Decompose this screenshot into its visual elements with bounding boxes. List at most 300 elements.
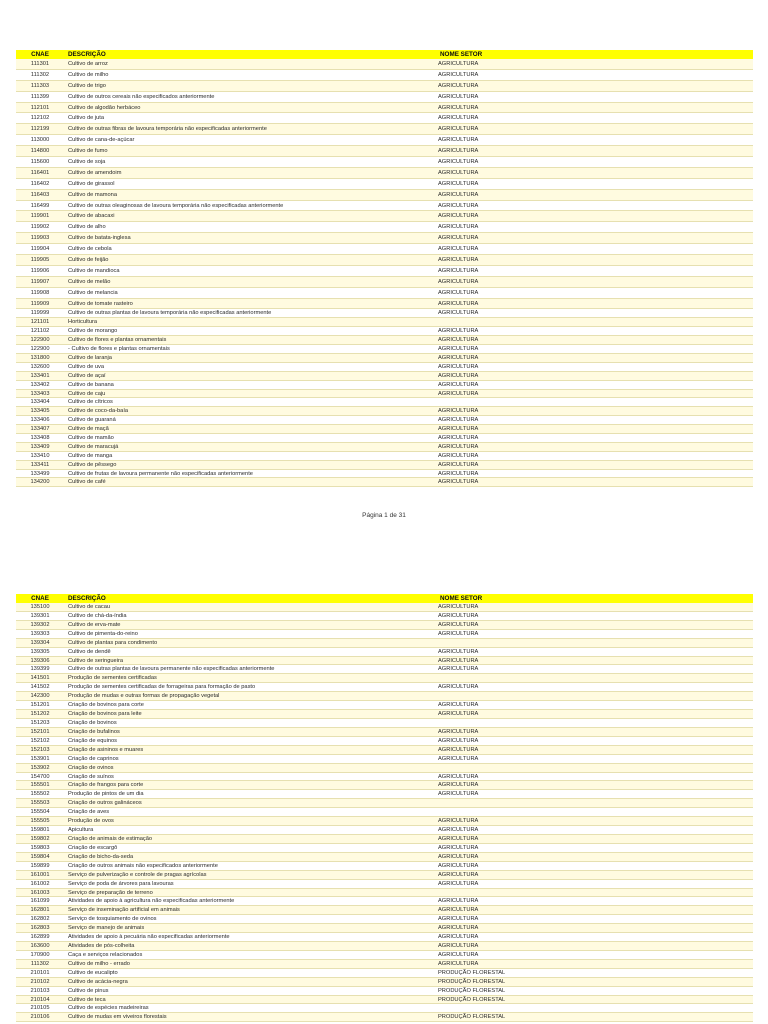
table-row xyxy=(16,452,753,461)
cell-cnae: 131800 xyxy=(30,354,50,361)
cell-setor: AGRICULTURA xyxy=(438,115,479,122)
table-header xyxy=(16,50,753,59)
table-row xyxy=(16,630,753,639)
cell-descricao: Cultivo de outras plantas de lavoura permanente não especificadas anteriormente xyxy=(68,666,275,673)
cell-descricao: Cultivo de mamão xyxy=(68,434,114,441)
cell-descricao: Criação de animais de estimação xyxy=(68,835,153,842)
cell-cnae: 121101 xyxy=(30,319,50,326)
cell-descricao: Cultivo de banana xyxy=(68,381,114,388)
cell-setor: AGRICULTURA xyxy=(438,278,479,285)
cell-cnae: 119904 xyxy=(30,246,50,253)
cell-setor: AGRICULTURA xyxy=(438,612,479,619)
cell-setor: AGRICULTURA xyxy=(438,728,479,735)
cell-descricao: Caça e serviços relacionados xyxy=(68,951,143,958)
cell-descricao: Cultivo de milho xyxy=(68,71,109,78)
cell-descricao: Cultivo de seringueira xyxy=(68,657,124,664)
cell-descricao: Criação de caprinos xyxy=(68,755,119,762)
cell-setor: AGRICULTURA xyxy=(438,907,479,914)
cell-cnae: 155502 xyxy=(30,791,50,798)
cell-descricao: Cultivo de outras fibras de lavoura temporária não especificadas anteriormente xyxy=(68,126,267,133)
cell-descricao: Cultivo de morango xyxy=(68,328,118,335)
cell-setor: AGRICULTURA xyxy=(438,300,479,307)
table-row xyxy=(16,233,753,244)
cell-setor: AGRICULTURA xyxy=(438,267,479,274)
cell-cnae: 133407 xyxy=(30,426,50,433)
cell-cnae: 119909 xyxy=(30,300,50,307)
cell-setor: AGRICULTURA xyxy=(438,960,479,967)
table-row xyxy=(16,381,753,390)
cell-setor: AGRICULTURA xyxy=(438,782,479,789)
table-row xyxy=(16,211,753,222)
cell-descricao: Atividades de apoio à pecuária não especificadas anteriormente xyxy=(68,934,230,941)
cell-descricao: Cultivo de maracujá xyxy=(68,443,119,450)
table-row xyxy=(16,648,753,657)
cell-descricao: Criação de bovinos para corte xyxy=(68,702,144,709)
cell-setor xyxy=(436,692,753,700)
table-row xyxy=(16,244,753,255)
cell-descricao: Cultivo de mandioca xyxy=(68,267,120,274)
table-row xyxy=(16,603,753,612)
cell-cnae: 119902 xyxy=(30,224,50,231)
cell-setor: AGRICULTURA xyxy=(438,363,479,370)
cell-setor: AGRICULTURA xyxy=(438,346,479,353)
cell-descricao: Cultivo de cítricos xyxy=(68,399,113,406)
cell-setor: AGRICULTURA xyxy=(438,934,479,941)
table-row xyxy=(16,255,753,266)
cell-descricao: Criação de frangos para corte xyxy=(68,782,144,789)
cell-cnae: 210103 xyxy=(30,987,50,994)
cell-cnae: 159803 xyxy=(30,844,50,851)
cell-setor: AGRICULTURA xyxy=(438,390,479,397)
cell-descricao: Produção de sementes certificadas de forrageiras para formação de pasto xyxy=(68,684,256,691)
cell-descricao: Criação de bufalinos xyxy=(68,728,120,735)
table-page-1 xyxy=(16,50,753,487)
cell-cnae: 210101 xyxy=(30,969,50,976)
table-row xyxy=(16,470,753,479)
cell-cnae: 142300 xyxy=(30,693,50,700)
cell-descricao: Criação de escargô xyxy=(68,844,118,851)
cell-setor: AGRICULTURA xyxy=(438,61,479,67)
cell-cnae: 111303 xyxy=(30,82,50,89)
cell-cnae: 116499 xyxy=(30,202,50,209)
cell-descricao: Cultivo de outras plantas de lavoura temporária não especificadas anteriormente xyxy=(68,310,272,317)
cell-setor: AGRICULTURA xyxy=(438,702,479,709)
cell-descricao: Cultivo de outras oleaginosas de lavoura temporária não especificadas anteriormente xyxy=(68,202,284,209)
cell-cnae: 153901 xyxy=(30,755,50,762)
cell-descricao: Serviço de poda de árvores para lavouras xyxy=(68,880,174,887)
cell-cnae: 159899 xyxy=(30,862,50,869)
cell-cnae: 155505 xyxy=(30,818,50,825)
table-row xyxy=(16,835,753,844)
table-row xyxy=(16,710,753,719)
cell-descricao: Criação de bicho-da-seda xyxy=(68,853,134,860)
cell-cnae: 154700 xyxy=(30,773,50,780)
cell-cnae: 111301 xyxy=(30,61,50,67)
cell-cnae: 162802 xyxy=(30,916,50,923)
cell-cnae: 133409 xyxy=(30,443,50,450)
cell-descricao: Criação de equinos xyxy=(68,737,118,744)
cell-descricao: Criação de outros animais não especificados anteriormente xyxy=(68,862,218,869)
cell-setor: PRODUÇÃO FLORESTAL xyxy=(438,969,506,976)
table-row xyxy=(16,719,753,728)
table-row xyxy=(16,266,753,277)
cell-cnae: 115600 xyxy=(30,159,50,166)
header-cnae: CNAE xyxy=(31,595,49,602)
table-row xyxy=(16,683,753,692)
cell-cnae: 210106 xyxy=(30,1014,50,1021)
cell-cnae: 133410 xyxy=(30,452,50,459)
cell-descricao: Cultivo de laranja xyxy=(68,354,112,361)
cell-cnae: 139301 xyxy=(30,612,50,619)
cell-setor xyxy=(436,1004,753,1012)
cell-descricao: Cultivo de cana-de-açúcar xyxy=(68,137,135,144)
cell-descricao: Cultivo de alho xyxy=(68,224,106,231)
table-row xyxy=(16,871,753,880)
cell-setor xyxy=(436,799,753,807)
cell-descricao: Serviço de preparação de terreno xyxy=(68,889,153,896)
table-row xyxy=(16,612,753,621)
table-row xyxy=(16,674,753,683)
cell-cnae: 135100 xyxy=(30,604,50,610)
table-row xyxy=(16,309,753,318)
cell-cnae: 139302 xyxy=(30,621,50,628)
cell-descricao: Cultivo de algodão herbáceo xyxy=(68,104,141,111)
cell-cnae: 152103 xyxy=(30,746,50,753)
cell-descricao: Cultivo de melancia xyxy=(68,289,118,296)
table-row xyxy=(16,987,753,996)
cell-setor: AGRICULTURA xyxy=(438,943,479,950)
cell-cnae: 114800 xyxy=(30,148,50,155)
cell-cnae: 116403 xyxy=(30,191,50,198)
cell-cnae: 133411 xyxy=(30,461,50,468)
cell-cnae: 162899 xyxy=(30,934,50,941)
cell-cnae: 133404 xyxy=(30,399,50,406)
cell-setor: AGRICULTURA xyxy=(438,93,479,100)
table-row xyxy=(16,996,753,1005)
cell-descricao: Cultivo de cacau xyxy=(68,604,111,610)
table-row xyxy=(16,853,753,862)
cell-descricao: Cultivo de manga xyxy=(68,452,113,459)
cell-descricao: Produção de sementes certificadas xyxy=(68,675,157,682)
cell-cnae: 162801 xyxy=(30,907,50,914)
cell-setor: AGRICULTURA xyxy=(438,337,479,344)
table-row xyxy=(16,639,753,648)
table-row xyxy=(16,1013,753,1022)
cell-cnae: 119905 xyxy=(30,257,50,264)
cell-descricao: Produção de ovos xyxy=(68,818,114,825)
cell-descricao: Cultivo de pimenta-do-reino xyxy=(68,630,138,637)
cell-setor: AGRICULTURA xyxy=(438,202,479,209)
table-row xyxy=(16,862,753,871)
table-row xyxy=(16,978,753,987)
table-row xyxy=(16,92,753,103)
cell-setor: AGRICULTURA xyxy=(438,180,479,187)
cell-setor: AGRICULTURA xyxy=(438,104,479,111)
table-row xyxy=(16,826,753,835)
cell-setor: AGRICULTURA xyxy=(438,737,479,744)
cell-setor: AGRICULTURA xyxy=(438,417,479,424)
table-row xyxy=(16,190,753,201)
cell-descricao: Cultivo de açaí xyxy=(68,372,106,379)
table-row xyxy=(16,135,753,146)
cell-cnae: 111302 xyxy=(30,71,50,78)
table-row xyxy=(16,621,753,630)
table-row xyxy=(16,701,753,710)
cell-setor: AGRICULTURA xyxy=(438,835,479,842)
cell-setor: AGRICULTURA xyxy=(438,684,479,691)
cell-setor: AGRICULTURA xyxy=(438,711,479,718)
cell-cnae: 152102 xyxy=(30,737,50,744)
cell-setor: AGRICULTURA xyxy=(438,71,479,78)
cell-descricao: Cultivo de uva xyxy=(68,363,105,370)
cell-cnae: 161001 xyxy=(30,871,50,878)
cell-descricao: Criação de suínos xyxy=(68,773,114,780)
cell-setor xyxy=(436,639,753,647)
cell-setor: AGRICULTURA xyxy=(438,213,479,220)
cell-descricao: Cultivo de café xyxy=(68,479,106,486)
cell-descricao: Cultivo de eucalipto xyxy=(68,969,118,976)
cell-descricao: Atividades de pós-colheita xyxy=(68,943,135,950)
cell-cnae: 133408 xyxy=(30,434,50,441)
cell-descricao: Cultivo de trigo xyxy=(68,82,106,89)
cell-setor: AGRICULTURA xyxy=(438,604,479,610)
cell-descricao: Horticultura xyxy=(68,319,98,326)
table-row xyxy=(16,844,753,853)
cell-cnae: 133401 xyxy=(30,372,50,379)
table-row xyxy=(16,960,753,969)
cell-setor: AGRICULTURA xyxy=(438,191,479,198)
cell-setor: AGRICULTURA xyxy=(438,951,479,958)
cell-cnae: 116401 xyxy=(30,169,50,176)
cell-setor: AGRICULTURA xyxy=(438,328,479,335)
cell-cnae: 122900 xyxy=(30,337,50,344)
header-setor: NOME SETOR xyxy=(440,595,483,602)
cell-descricao: Criação de ovinos xyxy=(68,764,114,771)
cell-descricao: Cultivo de erva-mate xyxy=(68,621,121,628)
cell-descricao: Cultivo de arroz xyxy=(68,61,108,67)
table-row xyxy=(16,81,753,92)
table-body xyxy=(16,603,753,1022)
cell-descricao: Cultivo de maçã xyxy=(68,426,109,433)
cell-cnae: 119903 xyxy=(30,235,50,242)
cell-setor: AGRICULTURA xyxy=(438,898,479,905)
cell-descricao: Cultivo de guaraná xyxy=(68,417,116,424)
table-row xyxy=(16,924,753,933)
cell-setor: AGRICULTURA xyxy=(438,666,479,673)
cell-descricao: Cultivo de melão xyxy=(68,278,111,285)
cell-descricao: Cultivo de girassol xyxy=(68,180,115,187)
table-row xyxy=(16,222,753,233)
cell-descricao: Cultivo de mudas em viveiros florestais xyxy=(68,1014,167,1021)
table-row xyxy=(16,755,753,764)
table-row xyxy=(16,70,753,81)
table-row xyxy=(16,113,753,124)
table-row xyxy=(16,737,753,746)
table-row xyxy=(16,889,753,898)
cell-cnae: 113000 xyxy=(30,137,50,144)
cell-descricao: Cultivo de frutas de lavoura permanente não especificadas anteriormente xyxy=(68,470,253,477)
cell-setor: AGRICULTURA xyxy=(438,916,479,923)
cell-cnae: 210105 xyxy=(30,1005,50,1012)
cell-setor: AGRICULTURA xyxy=(438,169,479,176)
cell-descricao: Criação de bovinos xyxy=(68,719,117,726)
cell-cnae: 122900 xyxy=(30,346,50,353)
table-row xyxy=(16,443,753,452)
cell-setor: AGRICULTURA xyxy=(438,246,479,253)
cell-setor: AGRICULTURA xyxy=(438,148,479,155)
cell-setor: AGRICULTURA xyxy=(438,452,479,459)
table-row xyxy=(16,299,753,310)
table-row xyxy=(16,781,753,790)
cell-descricao: Serviço de manejo de animais xyxy=(68,925,145,932)
cell-cnae: 162803 xyxy=(30,925,50,932)
table-row xyxy=(16,425,753,434)
cell-descricao: Cultivo de cebola xyxy=(68,246,112,253)
cell-cnae: 111302 xyxy=(30,960,50,967)
cell-descricao: Cultivo de mamona xyxy=(68,191,117,198)
cell-descricao: Cultivo de outros cereais não especificados anteriormente xyxy=(68,93,215,100)
cell-cnae: 151201 xyxy=(30,702,50,709)
cell-descricao: Serviço de tosquiamento de ovinos xyxy=(68,916,157,923)
cell-cnae: 210104 xyxy=(30,996,50,1003)
cell-cnae: 170900 xyxy=(30,951,50,958)
cell-setor: AGRICULTURA xyxy=(438,408,479,415)
cell-setor: AGRICULTURA xyxy=(438,126,479,133)
cell-setor: AGRICULTURA xyxy=(438,844,479,851)
header-descricao: DESCRIÇÃO xyxy=(68,51,106,58)
cell-setor: AGRICULTURA xyxy=(438,257,479,264)
table-row xyxy=(16,817,753,826)
cell-descricao: Produção de mudas e outras formas de propagação vegetal xyxy=(68,693,220,700)
table-body xyxy=(16,59,753,487)
table-row xyxy=(16,880,753,889)
cell-setor: AGRICULTURA xyxy=(438,235,479,242)
table-row xyxy=(16,915,753,924)
cell-setor: PRODUÇÃO FLORESTAL xyxy=(438,1014,506,1021)
header-cnae: CNAE xyxy=(31,51,49,58)
header-setor: NOME SETOR xyxy=(440,51,483,58)
cell-cnae: 161099 xyxy=(30,898,50,905)
table-row xyxy=(16,942,753,951)
cell-descricao: - Cultivo de flores e plantas ornamentais xyxy=(68,346,170,353)
cell-cnae: 161003 xyxy=(30,889,50,896)
table-row xyxy=(16,201,753,212)
cell-descricao: Cultivo de amendoim xyxy=(68,169,122,176)
cell-descricao: Cultivo de fumo xyxy=(68,148,108,155)
cell-setor: AGRICULTURA xyxy=(438,443,479,450)
cell-cnae: 132600 xyxy=(30,363,50,370)
cell-descricao: Cultivo de coco-da-baía xyxy=(68,408,129,415)
cell-cnae: 112101 xyxy=(30,104,50,111)
cell-descricao: Cultivo de batata-inglesa xyxy=(68,235,131,242)
cell-cnae: 139304 xyxy=(30,639,50,646)
cell-cnae: 119901 xyxy=(30,213,50,220)
cell-setor: AGRICULTURA xyxy=(438,827,479,834)
cell-cnae: 119908 xyxy=(30,289,50,296)
cell-setor: AGRICULTURA xyxy=(438,354,479,361)
cell-setor: AGRICULTURA xyxy=(438,137,479,144)
cell-setor: AGRICULTURA xyxy=(438,621,479,628)
cell-setor: AGRICULTURA xyxy=(438,630,479,637)
table-row xyxy=(16,390,753,399)
cell-cnae: 139306 xyxy=(30,657,50,664)
cell-setor: AGRICULTURA xyxy=(438,310,479,317)
header-descricao: DESCRIÇÃO xyxy=(68,595,106,602)
cell-cnae: 134200 xyxy=(30,479,50,486)
cell-cnae: 119907 xyxy=(30,278,50,285)
cell-cnae: 155503 xyxy=(30,800,50,807)
table-row xyxy=(16,416,753,425)
cell-cnae: 133402 xyxy=(30,381,50,388)
cell-descricao: Cultivo de flores e plantas ornamentais xyxy=(68,337,167,344)
cell-setor: AGRICULTURA xyxy=(438,880,479,887)
cell-setor: AGRICULTURA xyxy=(438,372,479,379)
cell-descricao: Cultivo de plantas para condimento xyxy=(68,639,158,646)
cell-cnae: 155501 xyxy=(30,782,50,789)
table-row xyxy=(16,799,753,808)
table-row xyxy=(16,372,753,381)
table-row xyxy=(16,318,753,327)
cell-setor xyxy=(436,764,753,772)
cell-cnae: 119906 xyxy=(30,267,50,274)
table-row xyxy=(16,407,753,416)
cell-setor: AGRICULTURA xyxy=(438,289,479,296)
cell-cnae: 163600 xyxy=(30,943,50,950)
table-row xyxy=(16,692,753,701)
cell-descricao: Cultivo de chá-da-índia xyxy=(68,612,127,619)
table-row xyxy=(16,1004,753,1013)
cell-cnae: 139305 xyxy=(30,648,50,655)
cell-descricao: Produção de pintos de um dia xyxy=(68,791,144,798)
table-row xyxy=(16,808,753,817)
table-row xyxy=(16,790,753,799)
cell-cnae: 152101 xyxy=(30,728,50,735)
cell-descricao: Apicultura xyxy=(68,827,94,834)
table-row xyxy=(16,157,753,168)
cell-descricao: Cultivo de teca xyxy=(68,996,106,1003)
table-row xyxy=(16,969,753,978)
cell-descricao: Criação de aves xyxy=(68,809,110,816)
cell-setor: AGRICULTURA xyxy=(438,426,479,433)
cell-cnae: 133499 xyxy=(30,470,50,477)
cell-cnae: 133405 xyxy=(30,408,50,415)
table-row xyxy=(16,59,753,70)
cell-setor xyxy=(436,889,753,897)
cell-cnae: 119999 xyxy=(30,310,50,317)
table-row xyxy=(16,906,753,915)
table-row xyxy=(16,764,753,773)
table-row xyxy=(16,897,753,906)
cell-descricao: Criação de bovinos para leite xyxy=(68,711,142,718)
table-row xyxy=(16,124,753,135)
page-number: Página 1 de 31 xyxy=(362,512,406,519)
table-row xyxy=(16,345,753,354)
cell-descricao: Atividades de apoio à agricultura não especificadas anteriormente xyxy=(68,898,235,905)
cell-descricao: Serviço de pulverização e controle de pragas agrícolas xyxy=(68,871,207,878)
table-row xyxy=(16,288,753,299)
cell-setor: AGRICULTURA xyxy=(438,925,479,932)
cell-descricao: Criação de asininos e muares xyxy=(68,746,144,753)
cell-setor: AGRICULTURA xyxy=(438,82,479,89)
cell-setor xyxy=(436,674,753,682)
cell-cnae: 139399 xyxy=(30,666,50,673)
cell-setor: AGRICULTURA xyxy=(438,479,479,486)
cell-descricao: Cultivo de dendê xyxy=(68,648,111,655)
cell-descricao: Cultivo de pêssego xyxy=(68,461,117,468)
cell-cnae: 116402 xyxy=(30,180,50,187)
cell-setor: AGRICULTURA xyxy=(438,224,479,231)
cell-setor xyxy=(436,398,753,406)
